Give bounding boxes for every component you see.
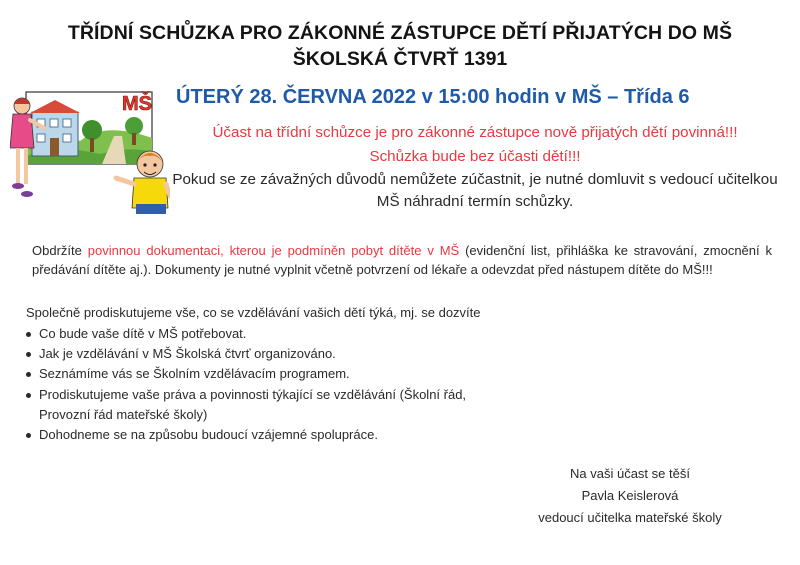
list-item: Co bude vaše dítě v MŠ potřebovat. xyxy=(26,324,466,344)
list-item-continuation: Provozní řád mateřské školy) xyxy=(39,406,208,422)
window xyxy=(63,119,71,127)
window xyxy=(37,134,45,142)
signature-greeting: Na vaši účast se těší xyxy=(570,466,690,481)
list-item: Jak je vzdělávání v MŠ Školská čtvrť organizováno. xyxy=(26,344,466,364)
documents-paragraph xyxy=(32,241,772,279)
girl-shoe xyxy=(21,191,33,197)
agenda-intro: Společně prodiskutujeme vše, co se vzdělávání vašich dětí týká, mj. se dozvíte xyxy=(26,305,481,320)
tree-trunk xyxy=(90,138,94,152)
window xyxy=(63,134,71,142)
window xyxy=(50,119,58,127)
page-subtitle: ŠKOLSKÁ ČTVRŤ 1391 xyxy=(292,48,508,70)
documents-suffix: (evidenční list, přihláška ke stravování, zmocnění k předávání dítěte aj.). Dokumenty je nutné vyplnit včetně potvrzení od lékaře a odevzdat před nástupem dítěte do MŠ!!! xyxy=(32,243,772,277)
reschedule-notice xyxy=(160,169,790,213)
girl-leg xyxy=(16,148,20,184)
signature-role: vedoucí učitelka mateřské školy xyxy=(538,510,722,525)
list-item-line: Prodiskutujeme vaše práva a povinnosti týkající se vzdělávání (Školní řád, xyxy=(39,386,467,402)
boy-arm xyxy=(116,178,134,184)
tree-trunk xyxy=(132,133,136,145)
list-item: Seznámíme vás se Školním vzdělávacím programem. xyxy=(26,364,466,384)
list-item xyxy=(26,385,466,425)
documents-highlight: povinnou dokumentaci, kterou je podmíněn pobyt dítěte v MŠ xyxy=(87,243,460,258)
no-children-notice: Schůzka bude bez účasti dětí!!! xyxy=(369,148,581,165)
tree xyxy=(82,120,102,140)
boy-eye xyxy=(153,163,156,166)
meeting-date: ÚTERÝ 28. ČERVNA 2022 v 15:00 hodin v MŠ – Třída 6 xyxy=(176,86,690,108)
girl-shoe xyxy=(12,183,24,189)
mandatory-attendance-notice: Účast na třídní schůzce je pro zákonné zástupce nově přijatých dětí povinná!!! xyxy=(212,124,738,141)
list-item: Dohodneme se na způsobu budoucí vzájemné spolupráce. xyxy=(26,425,466,445)
page-title: TŘÍDNÍ SCHŮZKA PRO ZÁKONNÉ ZÁSTUPCE DĚTÍ PŘIJATÝCH DO MŠ xyxy=(67,22,733,44)
ms-logo: MŠ xyxy=(122,93,152,115)
documents-prefix: Obdržíte xyxy=(32,243,88,258)
reschedule-text: Pokud se ze závažných důvodů nemůžete zúčastnit, je nutné domluvit s vedoucí učitelkou MŠ náhradní termín schůzky. xyxy=(172,171,778,210)
girl-leg xyxy=(24,148,28,184)
door xyxy=(50,138,59,156)
boy-eye xyxy=(143,163,146,166)
tree xyxy=(125,117,143,135)
signature-name: Pavla Keislerová xyxy=(581,488,679,503)
kindergarten-children-illustration xyxy=(10,86,170,214)
agenda-list xyxy=(26,324,466,445)
